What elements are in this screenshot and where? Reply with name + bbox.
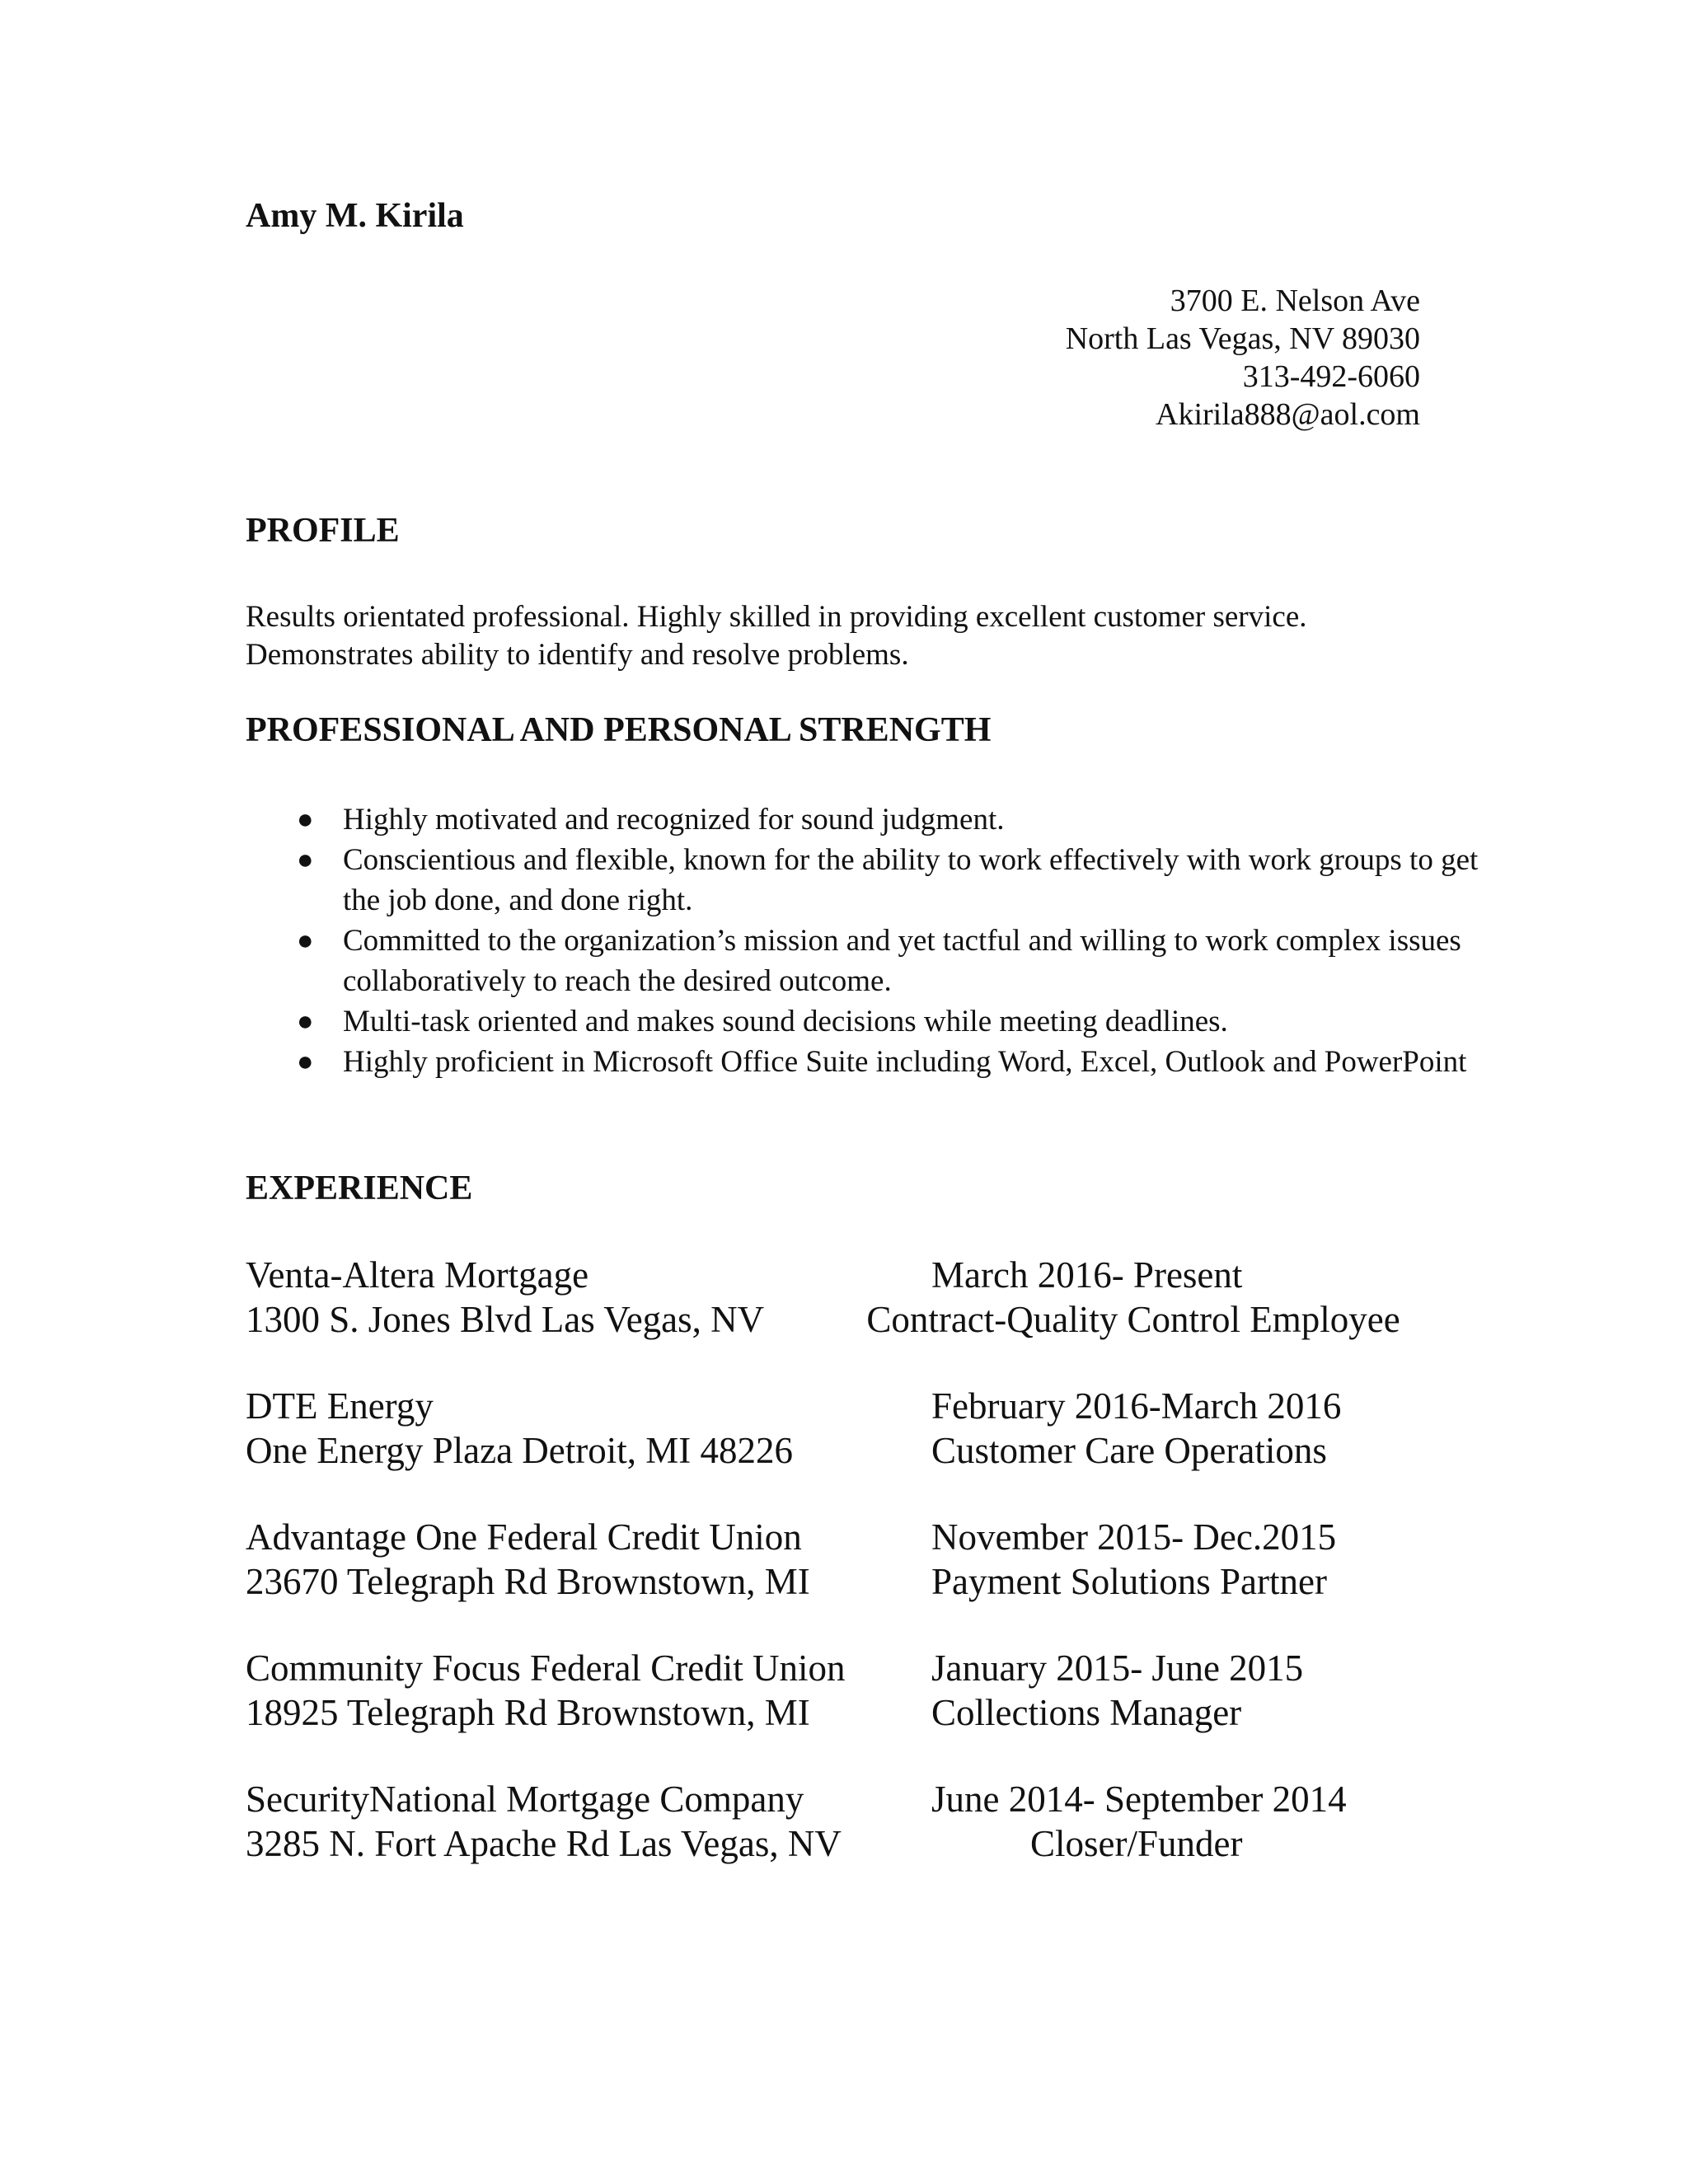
bullet-icon: ● — [297, 804, 314, 835]
job-address: 23670 Telegraph Rd Brownstown, MI — [246, 1561, 810, 1602]
job-address: 18925 Telegraph Rd Brownstown, MI — [246, 1692, 810, 1733]
strength-text: Highly motivated and recognized for sound judgment. — [343, 803, 1005, 837]
job-company: Venta-Altera Mortgage — [246, 1254, 589, 1296]
experience-list — [246, 1253, 1449, 1908]
candidate-name: Amy M. Kirila — [246, 197, 464, 235]
job-company: Community Focus Federal Credit Union — [246, 1647, 846, 1689]
profile-heading: PROFILE — [246, 512, 400, 550]
job-dates: June 2014- September 2014 — [931, 1779, 1347, 1820]
job-title: Contract-Quality Control Employee — [866, 1299, 1400, 1340]
job-address: 1300 S. Jones Blvd Las Vegas, NV — [246, 1299, 765, 1340]
job-address: One Energy Plaza Detroit, MI 48226 — [246, 1430, 794, 1471]
strength-item — [246, 799, 1441, 840]
job-dates: February 2016-March 2016 — [931, 1385, 1342, 1427]
profile-summary — [246, 598, 1441, 674]
job-entry — [246, 1253, 1449, 1342]
bullet-icon: ● — [297, 926, 314, 956]
job-dates: November 2015- Dec.2015 — [931, 1516, 1337, 1558]
job-company: SecurityNational Mortgage Company — [246, 1779, 804, 1820]
strength-text: Committed to the organization’s mission and yet tactful and willing to work complex issues collaboratively to reach the desired outcome. — [343, 924, 1461, 998]
strengths-list — [246, 799, 1479, 1082]
job-entry — [246, 1515, 1449, 1604]
job-title: Closer/Funder — [1030, 1823, 1243, 1864]
job-address: 3285 N. Fort Apache Rd Las Vegas, NV — [246, 1823, 842, 1864]
address-line-1: 3700 E. Nelson Ave — [1170, 284, 1420, 318]
strength-item — [246, 1042, 1467, 1082]
strength-item — [246, 1001, 1441, 1042]
job-company: Advantage One Federal Credit Union — [246, 1516, 802, 1558]
job-entry — [246, 1384, 1449, 1473]
profile-line-1: Results orientated professional. Highly skilled in providing excellent customer service. — [246, 600, 1307, 634]
bullet-icon: ● — [297, 1047, 314, 1077]
experience-heading: EXPERIENCE — [246, 1169, 473, 1207]
address-line-2: North Las Vegas, NV 89030 — [1065, 321, 1420, 356]
strength-text: Multi-task oriented and makes sound decisions while meeting deadlines. — [343, 1005, 1228, 1038]
strength-text: Conscientious and flexible, known for the ability to work effectively with work groups to get the job done, and done right. — [343, 843, 1479, 917]
job-dates: March 2016- Present — [931, 1254, 1243, 1296]
phone-number: 313-492-6060 — [1242, 359, 1420, 394]
email-address: Akirila888@aol.com — [1156, 397, 1420, 432]
strength-text: Highly proficient in Microsoft Office Suite including Word, Excel, Outlook and PowerPoint — [343, 1045, 1467, 1079]
job-title: Collections Manager — [931, 1692, 1242, 1733]
strength-item — [246, 921, 1461, 1001]
bullet-icon: ● — [297, 1006, 314, 1037]
job-dates: January 2015- June 2015 — [931, 1647, 1304, 1689]
job-entry — [246, 1646, 1449, 1735]
strengths-heading: PROFESSIONAL AND PERSONAL STRENGTH — [246, 711, 992, 749]
job-entry — [246, 1777, 1449, 1866]
bullet-icon: ● — [297, 845, 314, 875]
job-title: Payment Solutions Partner — [931, 1561, 1327, 1602]
job-company: DTE Energy — [246, 1385, 434, 1427]
strength-item — [246, 840, 1479, 921]
contact-block — [1066, 282, 1420, 434]
job-title: Customer Care Operations — [931, 1430, 1327, 1471]
profile-line-2: Demonstrates ability to identify and resolve problems. — [246, 638, 909, 672]
